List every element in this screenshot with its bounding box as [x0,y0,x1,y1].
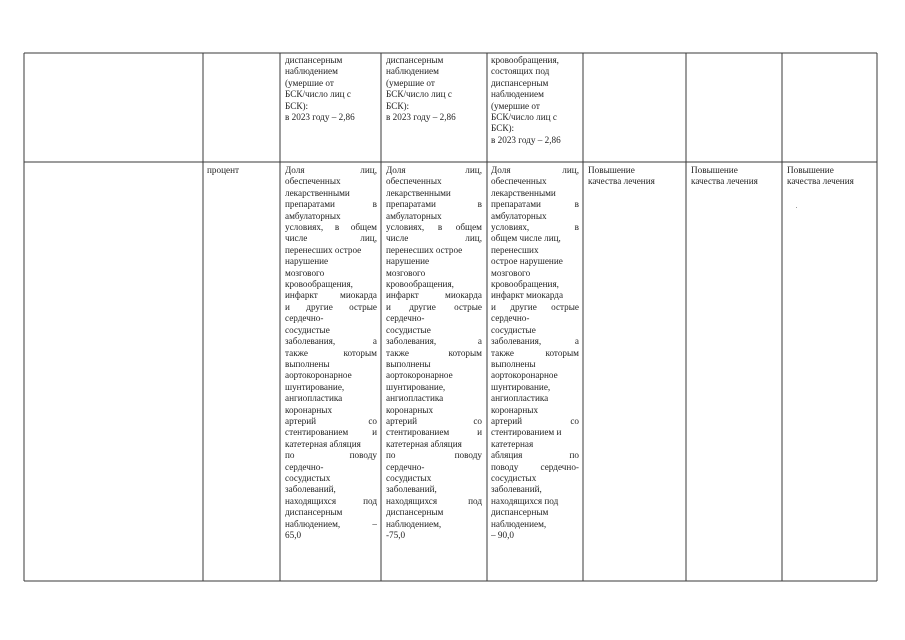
cell-text-line: мозгового [285,267,325,278]
cell-text-line: поводу сердечно- [491,461,579,472]
cell-text-line: перенесших острое [386,244,463,255]
cell-text-line: амбулаторных [491,210,547,221]
cell-text-line: мозгового [386,267,426,278]
cell-text-line: (умершие от [386,77,435,88]
cell-text-line: перенесших острое [285,244,362,255]
cell-text-line: по поводу [386,450,482,461]
cell-text-line: в 2023 году – 2,86 [386,112,456,123]
cell-text-line: кровообращения, [491,55,559,65]
cell-text-line: БСК/число лиц с [386,89,452,100]
cell-text-line: выполнены [491,358,536,369]
cell-text-line: катетерная абляция [386,438,462,449]
cell-text-line: сосудистых [285,472,331,483]
cell-text-line: заболеваний, [491,484,542,495]
cell-text-line: условиях, в [491,222,579,233]
indicator-cell-2024 [386,165,482,541]
cell-text-line: качества лечения [691,176,758,187]
cell-text-line: наблюдением [285,66,338,77]
cell-text-line: Повышение [787,165,834,175]
cell-text-line: обеспеченных [285,176,341,187]
unit-cell [207,165,277,176]
cell-text-line: стентированием и [491,427,562,438]
cell-text-line: сосудистые [285,324,330,335]
cell-text-line: и другие острые [491,301,579,312]
result-cell-col7 [691,165,779,188]
cell-text-line: мозгового [491,267,531,278]
cell-text-line: нарушение [285,256,329,267]
cell-text-line: диспансерным [386,507,444,518]
scan-speck [796,207,797,208]
cell-text-line: препаратами в [386,199,482,210]
cell-text-line: -75,0 [386,530,406,540]
cell-text-line: аортокоронарное [285,370,352,381]
cell-text-line: БСК): [285,100,309,111]
cell-text-line: условиях, в общем [386,222,482,233]
cell-text-line: качества лечения [588,176,655,187]
cell-text-line: качества лечения [787,176,854,187]
cell-text-line: абляция по [491,450,579,461]
cell-text-line: по поводу [285,450,377,461]
cell-text-line: Доля лиц, [491,165,579,175]
top-cell-col3 [285,55,377,123]
cell-text-line: аортокоронарное [386,370,453,381]
cell-text-line: обеспеченных [491,176,547,187]
cell-text-line: амбулаторных [285,210,341,221]
cell-text-line: БСК/число лиц с [491,112,557,123]
indicator-cell-2023 [285,165,377,541]
cell-text-line: выполнены [285,358,330,369]
cell-text-line: кровообращения, [386,279,454,290]
cell-text-line: шунтирование, [386,381,446,392]
cell-text-line: перенесших [491,244,539,255]
cell-text-line: шунтирование, [285,381,345,392]
cell-text-line: препаратами в [285,199,377,210]
cell-text-line: состоящих под [491,66,550,77]
cell-text-line: диспансерным [491,507,549,518]
cell-text-line: острое нарушение [491,256,563,267]
cell-text-line: Доля лиц, [285,165,377,175]
cell-text-line: (умершие от [285,77,334,88]
result-cell-col6 [588,165,683,188]
cell-text-line: диспансерным [285,507,343,518]
cell-text-line: – 90,0 [491,530,514,540]
cell-text-line: сердечно- [386,313,425,324]
cell-text-line: лекарственными [491,187,556,198]
cell-text-line: в 2023 году – 2,86 [285,112,355,123]
cell-text-line: заболевания, а [386,336,482,347]
cell-text-line: 65,0 [285,530,302,540]
top-cell-col5 [491,55,579,146]
cell-text-line: ангиопластика [285,393,343,404]
cell-text-line: также которым [386,347,482,358]
indicator-cell-2025 [491,165,579,541]
cell-text-line: сосудистых [491,472,537,483]
cell-text-line: выполнены [386,358,431,369]
cell-text-line: наблюдением [491,89,544,100]
cell-text-line: кровообращения, [491,279,559,290]
cell-text-line: сердечно- [285,313,324,324]
cell-text-line: лекарственными [386,187,451,198]
cell-text-line: Повышение [691,165,738,175]
cell-text-line: заболевания, а [491,336,579,347]
cell-text-line: стентированием и [285,427,377,438]
cell-text-line: сосудистые [491,324,536,335]
cell-text-line: сердечно- [386,461,425,472]
cell-text-line: и другие острые [285,301,377,312]
top-cell-col4 [386,55,482,123]
cell-text-line: коронарных [386,404,434,415]
cell-text-line: диспансерным [386,55,444,65]
cell-text-line: инфаркт миокарда [386,290,482,301]
cell-text-line: препаратами в [491,199,579,210]
cell-text-line: сердечно- [491,313,530,324]
cell-text-line: катетерная [491,438,534,449]
cell-text-line: заболевания, а [285,336,377,347]
cell-text-line: инфаркт миокарда [491,290,564,301]
cell-text-line: шунтирование, [491,381,551,392]
cell-text-line: также которым [285,347,377,358]
cell-text-line: кровообращения, [285,279,353,290]
cell-text-line: артерий со [386,415,482,426]
cell-text-line: Повышение [588,165,635,175]
cell-text-line: и другие острые [386,301,482,312]
cell-text-line: коронарных [491,404,539,415]
cell-text-line: ангиопластика [491,393,549,404]
cell-text-line: общем числе лиц, [491,233,561,244]
cell-text-line: заболеваний, [285,484,336,495]
cell-text-line: лекарственными [285,187,350,198]
cell-text-line: наблюдением [386,66,439,77]
cell-text-line: БСК/число лиц с [285,89,351,100]
cell-text-line: инфаркт миокарда [285,290,377,301]
result-cell-col8 [787,165,875,188]
cell-text-line: артерий со [491,415,579,426]
unit-label: процент [207,165,240,175]
cell-text-line: также которым [491,347,579,358]
cell-text-line: находящихся под [386,495,482,506]
cell-text-line: нарушение [386,256,430,267]
cell-text-line: числе лиц, [285,233,377,244]
cell-text-line: катетерная абляция [285,438,361,449]
cell-text-line: находящихся под [491,495,559,506]
cell-text-line: наблюдением, [386,518,442,529]
cell-text-line: диспансерным [285,55,343,65]
cell-text-line: аортокоронарное [491,370,558,381]
cell-text-line: коронарных [285,404,333,415]
cell-text-line: ангиопластика [386,393,444,404]
cell-text-line: артерий со [285,415,377,426]
cell-text-line: наблюдением, [491,518,547,529]
cell-text-line: БСК): [491,123,515,134]
cell-text-line: наблюдением, – [285,518,377,529]
cell-text-line: стентированием и [386,427,482,438]
cell-text-line: БСК): [386,100,410,111]
cell-text-line: находящихся под [285,495,377,506]
cell-text-line: сердечно- [285,461,324,472]
cell-text-line: обеспеченных [386,176,442,187]
cell-text-line: числе лиц, [386,233,482,244]
cell-text-line: Доля лиц, [386,165,482,175]
cell-text-line: диспансерным [491,77,549,88]
cell-text-line: сосудистых [386,472,432,483]
cell-text-line: условиях, в общем [285,222,377,233]
cell-text-line: сосудистые [386,324,431,335]
cell-text-line: (умершие от [491,100,540,111]
cell-text-line: заболеваний, [386,484,437,495]
cell-text-line: амбулаторных [386,210,442,221]
cell-text-line: в 2023 году – 2,86 [491,134,561,145]
